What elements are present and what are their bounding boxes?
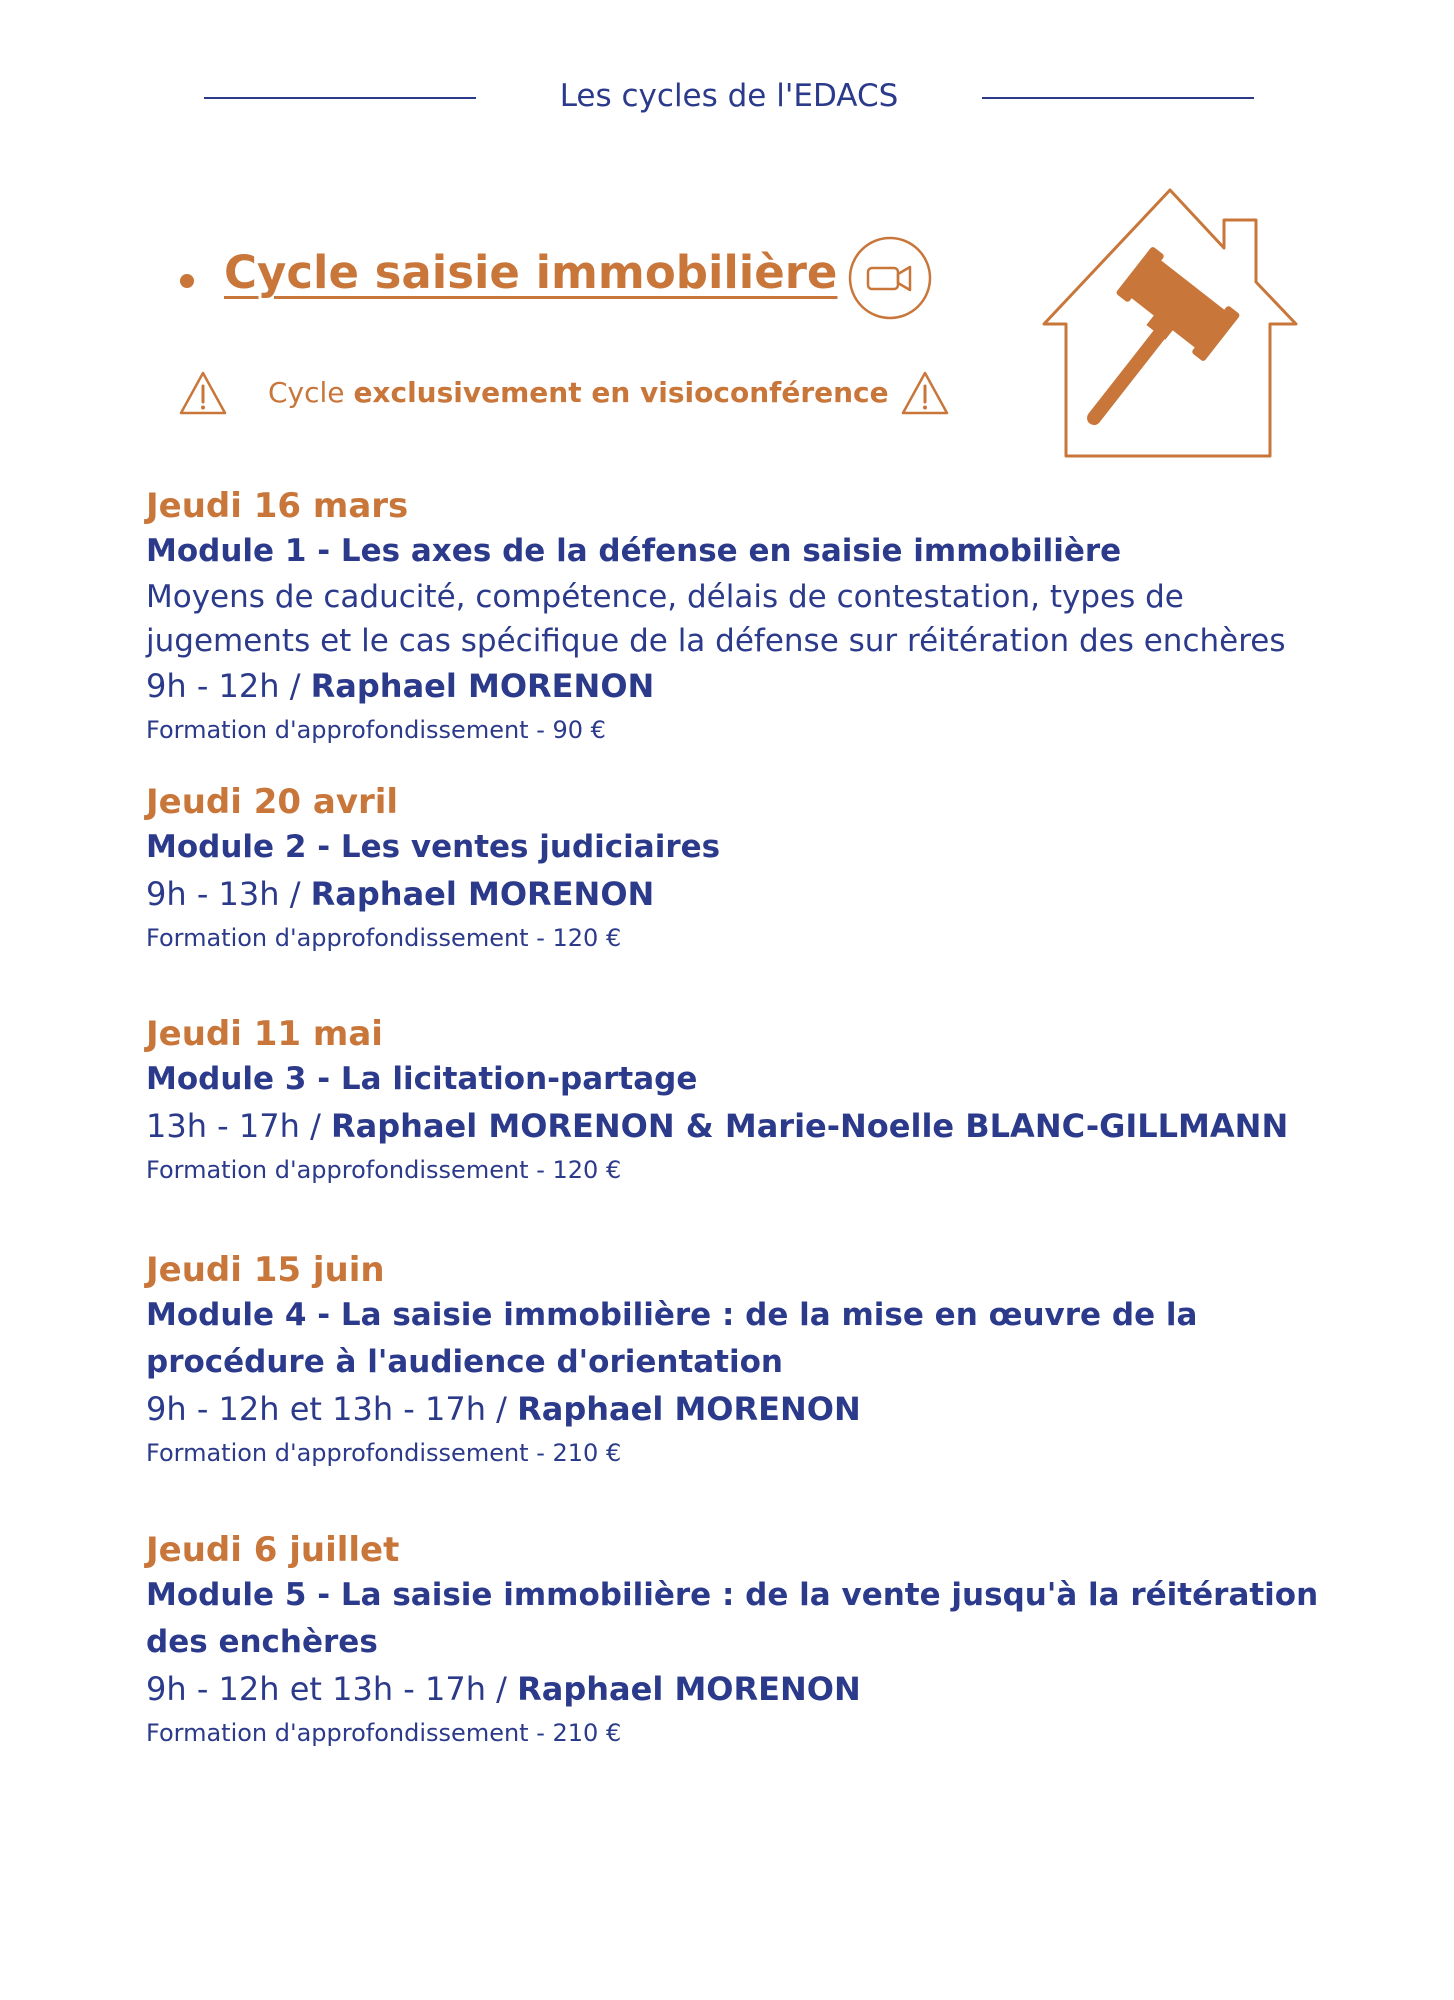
visio-notice-prefix: Cycle <box>268 376 345 409</box>
session-module: Module 2 - Les ventes judiciaires <box>146 829 721 865</box>
session-price: Formation d'approfondissement - 210 € <box>146 1439 622 1467</box>
session-price: Formation d'approfondissement - 120 € <box>146 1156 622 1184</box>
session-time-range: 13h - 17h / <box>146 1107 332 1145</box>
visio-notice-bold: exclusivement en visioconférence <box>353 376 889 409</box>
header-rule-right <box>982 97 1254 99</box>
session-price: Formation d'approfondissement - 210 € <box>146 1719 622 1747</box>
session-module: Module 3 - La licitation-partage <box>146 1061 698 1097</box>
session-time <box>146 1666 1326 1713</box>
page-header <box>0 78 1454 118</box>
session-speaker: Raphael MORENON <box>517 1670 861 1708</box>
session-price: Formation d'approfondissement - 90 € <box>146 716 606 744</box>
session-1 <box>146 484 1326 750</box>
session-time-range: 9h - 13h / <box>146 875 311 913</box>
bullet-icon <box>180 274 194 288</box>
page-title: Les cycles de l'EDACS <box>559 78 899 114</box>
session-module: Module 4 - La saisie immobilière : de la mise en œuvre de la procédure à l'audience d'orientation <box>146 1297 1198 1380</box>
session-module: Module 5 - La saisie immobilière : de la vente jusqu'à la réitération des enchères <box>146 1577 1319 1660</box>
session-time <box>146 1103 1326 1150</box>
session-time <box>146 871 1326 918</box>
header-rule-left <box>204 97 476 99</box>
session-module: Module 1 - Les axes de la défense en saisie immobilière <box>146 533 1122 569</box>
session-date: Jeudi 16 mars <box>146 486 409 526</box>
session-date: Jeudi 11 mai <box>146 1014 383 1054</box>
session-3 <box>146 1012 1326 1190</box>
visio-notice <box>178 370 958 420</box>
video-camera-icon <box>848 236 932 320</box>
house-gavel-icon <box>1040 188 1300 460</box>
session-4 <box>146 1248 1326 1473</box>
warning-icon <box>178 370 228 416</box>
session-date: Jeudi 20 avril <box>146 782 399 822</box>
session-date: Jeudi 6 juillet <box>146 1530 400 1570</box>
session-time-range: 9h - 12h et 13h - 17h / <box>146 1670 518 1708</box>
session-time-range: 9h - 12h / <box>146 667 311 705</box>
session-time-range: 9h - 12h et 13h - 17h / <box>146 1390 518 1428</box>
session-2 <box>146 780 1326 958</box>
session-speaker: Raphael MORENON <box>517 1390 861 1428</box>
session-time <box>146 1386 1326 1433</box>
session-speaker: Raphael MORENON & Marie-Noelle BLANC-GILLMANN <box>331 1107 1289 1145</box>
cycle-title-link[interactable]: Cycle saisie immobilière <box>224 246 838 299</box>
visio-notice-text <box>268 376 889 409</box>
session-time <box>146 663 1326 710</box>
session-description: Moyens de caducité, compétence, délais de contestation, types de jugements et le cas spécifique de la défense sur réitération des enchères <box>146 579 1286 659</box>
session-5 <box>146 1528 1326 1753</box>
session-speaker: Raphael MORENON <box>310 875 655 913</box>
session-speaker: Raphael MORENON <box>310 667 655 705</box>
session-date: Jeudi 15 juin <box>146 1250 385 1290</box>
session-price: Formation d'approfondissement - 120 € <box>146 924 622 952</box>
warning-icon <box>900 370 950 416</box>
